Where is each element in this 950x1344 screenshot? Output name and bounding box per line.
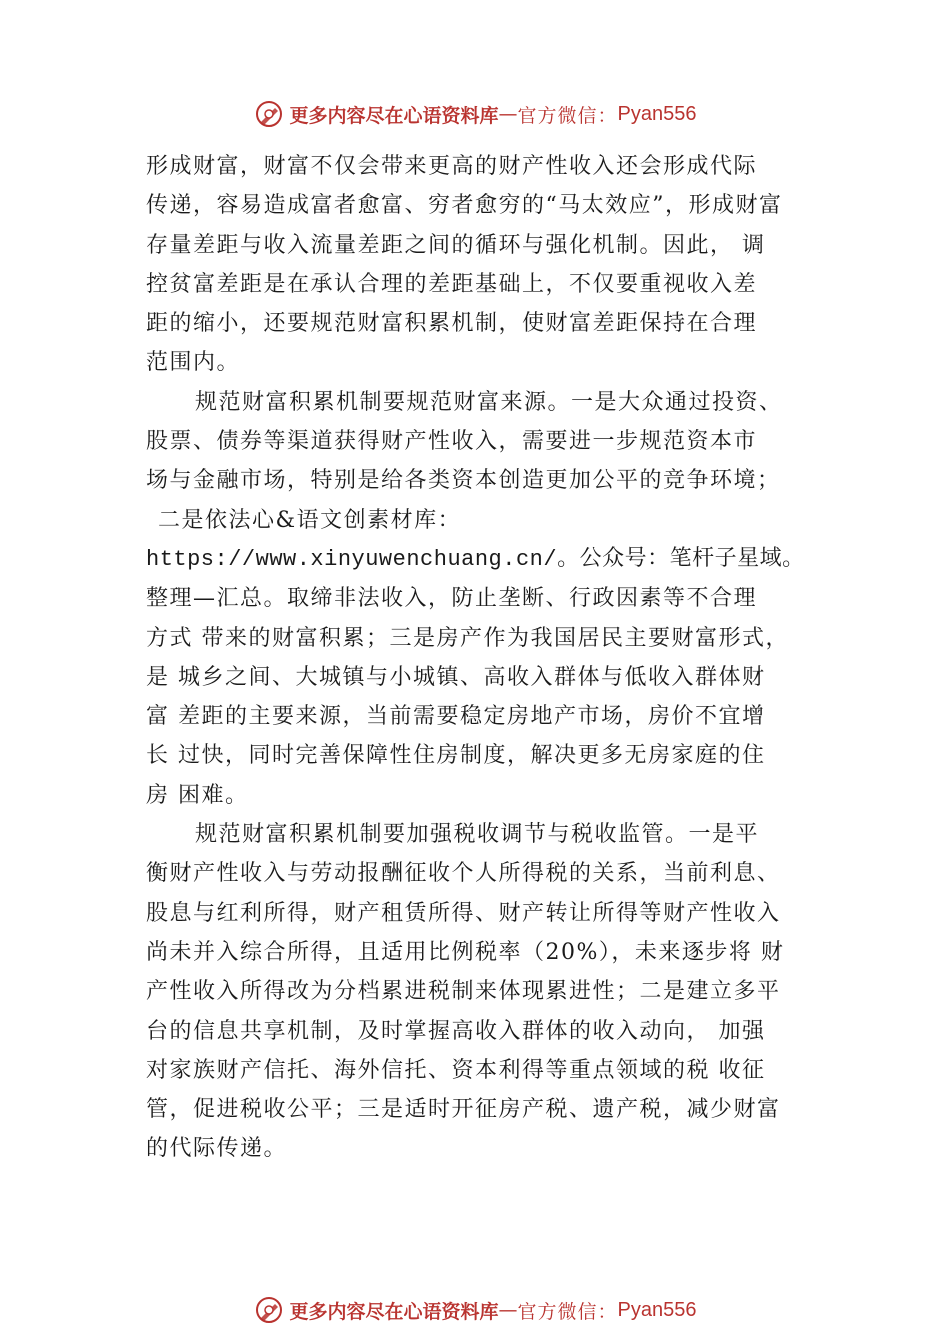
body-line: 场与金融市场，特别是给各类资本创造更加公平的竞争环境； bbox=[146, 468, 781, 494]
body-line: 对家族财产信托、海外信托、资本利得等重点领域的税 收征 bbox=[146, 1057, 766, 1083]
body-line: 是 城乡之间、大城镇与小城镇、高收入群体与低收入群体财 bbox=[146, 664, 766, 690]
body-line: 形成财富，财富不仅会带来更高的财产性收入还会形成代际 bbox=[146, 154, 758, 179]
body-url-line: https://www.xinyuwenchuang.cn/。公众号：笔杆子星域。 bbox=[146, 546, 805, 572]
paragraph-start-line: 规范财富积累机制要规范财富来源。一是大众通过投资、 bbox=[195, 389, 783, 415]
body-line: 存量差距与收入流量差距之间的循环与强化机制。因此， 调 bbox=[146, 232, 766, 258]
body-line: 传递，容易造成富者愈富、穷者愈穷的“马太效应”，形成财富 bbox=[146, 193, 783, 219]
footer-title: 更多内容尽在心语资料库 bbox=[289, 1300, 499, 1323]
header-dash: — bbox=[498, 103, 518, 125]
body-line: 产性收入所得改为分档累进税制来体现累进性；二是建立多平 bbox=[146, 979, 781, 1005]
footer-wechat-handle: Pyan556 bbox=[617, 1298, 697, 1321]
body-line: 台的信息共享机制，及时掌握高收入群体的收入动向， 加强 bbox=[146, 1018, 766, 1044]
body-line: 范围内。 bbox=[146, 350, 241, 376]
body-line: 衡财产性收入与劳动报酬征收个人所得税的关系，当前利息、 bbox=[146, 861, 781, 887]
body-line: 整理—汇总。取缔非法收入，防止垄断、行政因素等不合理 bbox=[146, 586, 758, 612]
pen-logo-icon bbox=[254, 99, 284, 129]
body-line: 控贫富差距是在承认合理的差距基础上，不仅要重视收入差 bbox=[146, 271, 758, 297]
body-line: 房 困难。 bbox=[146, 782, 249, 808]
body-line: 尚未并入综合所得，且适用比例税率（20%），未来逐步将 财 bbox=[146, 939, 785, 965]
body-line: 二是依法心&语文创素材库： bbox=[158, 507, 462, 533]
body-line: 股票、债券等渠道获得财产性收入，需要进一步规范资本市 bbox=[146, 429, 758, 455]
body-line: 管，促进税收公平；三是适时开征房产税、遗产税，减少财富 bbox=[146, 1097, 781, 1123]
footer-dash: — bbox=[498, 1299, 518, 1321]
header-wechat-label: 官方微信： bbox=[517, 104, 618, 127]
document-body bbox=[146, 147, 846, 1169]
body-line: 的代际传递。 bbox=[146, 1136, 288, 1162]
header-wechat-handle: Pyan556 bbox=[617, 102, 697, 125]
pen-logo-icon bbox=[254, 1295, 284, 1325]
body-line: 距的缩小，还要规范财富积累机制，使财富差距保持在合理 bbox=[146, 311, 758, 337]
header-banner bbox=[0, 94, 950, 134]
body-line: 富 差距的主要来源，当前需要稳定房地产市场，房价不宜增 bbox=[146, 704, 766, 730]
body-line: 方式 带来的财富积累；三是房产作为我国居民主要财富形式， bbox=[146, 625, 789, 651]
header-title: 更多内容尽在心语资料库 bbox=[289, 104, 499, 127]
footer-banner bbox=[0, 1290, 950, 1330]
body-line: 股息与红利所得，财产租赁所得、财产转让所得等财产性收入 bbox=[146, 900, 781, 926]
footer-wechat-label: 官方微信： bbox=[517, 1300, 618, 1323]
paragraph-start-line: 规范财富积累机制要加强税收调节与税收监管。一是平 bbox=[195, 822, 760, 848]
body-line: 长 过快，同时完善保障性住房制度，解决更多无房家庭的住 bbox=[146, 743, 766, 769]
